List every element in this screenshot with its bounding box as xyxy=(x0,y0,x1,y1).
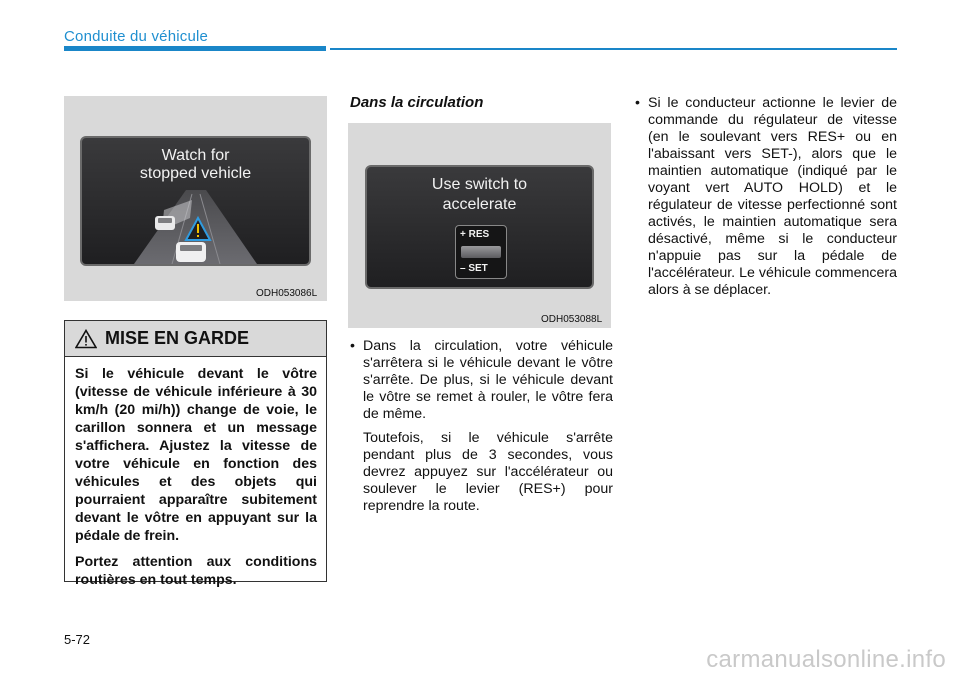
middle-text xyxy=(350,338,613,515)
switch-lever xyxy=(461,246,501,258)
figure-caption: ODH053088L xyxy=(541,314,603,325)
section-subheading: Dans la circulation xyxy=(350,94,484,111)
warning-title: MISE EN GARDE xyxy=(105,328,250,348)
cruise-switch-graphic xyxy=(455,225,507,279)
car-icon xyxy=(155,216,175,230)
figure-caption: ODH053086L xyxy=(256,288,318,299)
warning-body xyxy=(65,357,326,589)
right-text xyxy=(635,95,897,299)
warning-header xyxy=(65,321,326,357)
bullet-text: Si le conducteur actionne le levier de commande du régulateur de vitesse (en le soulevant vers RES+ ou en l'abaissant vers SET-), alors que le maintien automatique (indiqué par le voyant vert AUTO HOLD) et le régulateur de vitesse perfectionné sont activés, le maintien automatique sera désactivé, même si le conducteur n'appuie pas sur la pédale de l'accélérateur. Le véhicule commencera alors à se déplacer. xyxy=(648,95,897,298)
figure-stopped-vehicle xyxy=(64,96,327,301)
display-message-line1: Watch for xyxy=(161,147,230,164)
cluster-display xyxy=(365,165,594,289)
bullet-item xyxy=(350,338,613,423)
warning-paragraph: Portez attention aux conditions routières en tout temps. xyxy=(75,554,317,588)
switch-set-label: – SET xyxy=(460,263,488,274)
cluster-display xyxy=(80,136,311,266)
body-paragraph: Toutefois, si le véhicule s'arrête pendant plus de 3 secondes, vous devrez appuyez sur l'accélérateur ou soulever le levier (RES+) pour reprendre la route. xyxy=(363,430,613,514)
display-message-line2: accelerate xyxy=(442,196,517,213)
warning-box xyxy=(64,320,327,588)
display-message-line1: Use switch to xyxy=(431,176,528,193)
switch-res-label: + RES xyxy=(460,229,490,240)
own-car-icon xyxy=(176,242,206,262)
caution-triangle-icon xyxy=(75,329,97,349)
display-message-line2: stopped vehicle xyxy=(139,165,252,182)
warning-paragraph: Si le véhicule devant le vôtre (vitesse de véhicule inférieure à 30 km/h (20 mi/h)) change de voie, le carillon sonnera et un message s'affichera. Ajustez la vitesse de votre véhicule en fonction des véhicules et des objets qui pourraient apparaître subitement devant le vôtre en appuyant sur la pédale de frein. xyxy=(75,366,317,544)
page-number: 5-72 xyxy=(64,632,91,647)
watermark: carmanualsonline.info xyxy=(706,646,946,673)
bullet-marker: • xyxy=(635,95,640,111)
header-accent-bar xyxy=(64,46,326,51)
road-scene-illustration xyxy=(82,138,309,264)
bullet-text: Dans la circulation, votre véhicule s'arrêtera si le véhicule devant le vôtre s'arrête. De plus, si le véhicule devant le vôtre se remet à rouler, le vôtre fera de même. xyxy=(363,338,613,422)
figure-use-switch xyxy=(348,123,611,328)
bullet-marker: • xyxy=(350,338,355,354)
section-title: Conduite du véhicule xyxy=(64,28,209,45)
header-rule xyxy=(330,48,897,50)
bullet-item xyxy=(635,95,897,299)
